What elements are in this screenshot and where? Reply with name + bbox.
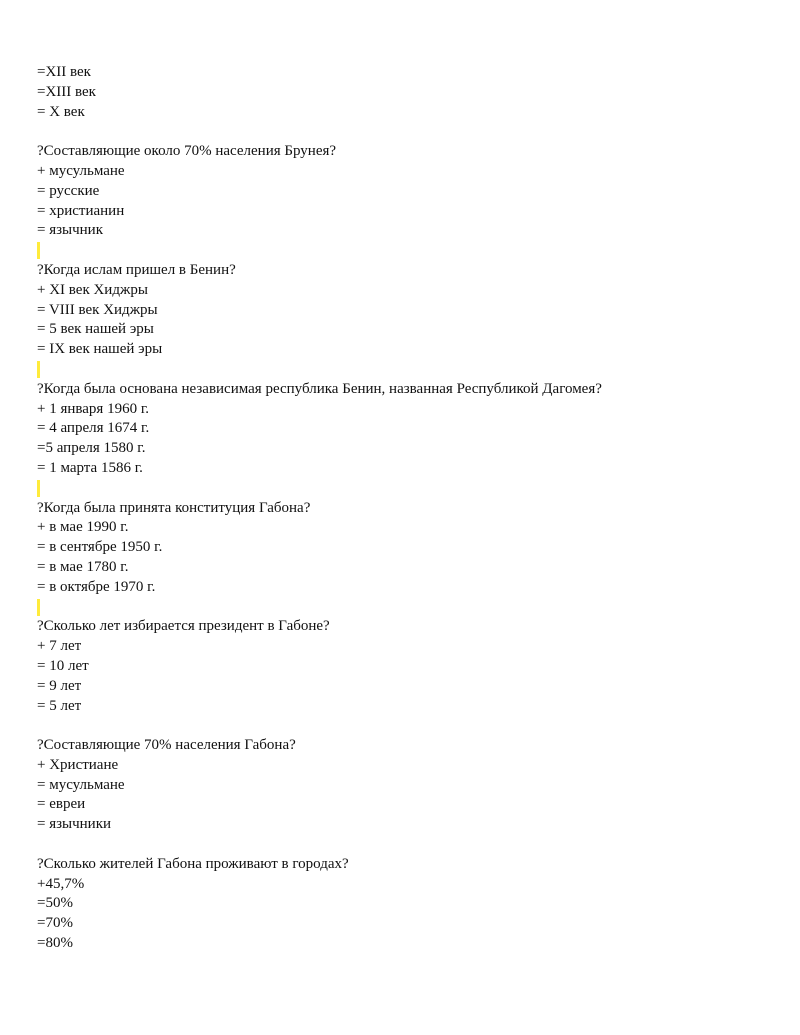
- highlight-marker: [37, 242, 40, 259]
- question-line: ?Когда была принята конституция Габона?: [37, 499, 311, 516]
- answer-option-line: = 1 марта 1586 г.: [37, 459, 143, 476]
- highlight-marker: [37, 361, 40, 378]
- question-line: ?Сколько жителей Габона проживают в городах?: [37, 855, 349, 872]
- correct-answer-line: + 7 лет: [37, 638, 82, 655]
- answer-option-line: = язычники: [37, 816, 112, 833]
- answer-option-line: =XIII век: [37, 83, 96, 100]
- answer-option-line: = русские: [37, 182, 100, 199]
- question-line: ?Когда была основана независимая республика Бенин, названная Республикой Дагомея?: [37, 380, 602, 397]
- document-text-body: [37, 63, 777, 954]
- highlight-marker: [37, 480, 40, 497]
- correct-answer-line: + мусульмане: [37, 162, 125, 179]
- question-line: ?Составляющие 70% населения Габона?: [37, 737, 296, 754]
- highlight-marker: [37, 599, 40, 616]
- answer-option-line: = христианин: [37, 202, 125, 219]
- answer-option-line: = в октябре 1970 г.: [37, 578, 156, 595]
- answer-option-line: = 10 лет: [37, 657, 89, 674]
- correct-answer-line: + XI век Хиджры: [37, 281, 148, 298]
- blank-line: [37, 716, 777, 736]
- answer-option-line: = в сентябре 1950 г.: [37, 539, 163, 556]
- answer-option-line: = язычник: [37, 222, 103, 239]
- answer-option-line: = 5 лет: [37, 697, 82, 714]
- correct-answer-line: +45,7%: [37, 875, 85, 892]
- answer-option-line: = 4 апреля 1674 г.: [37, 420, 150, 437]
- question-line: ?Когда ислам пришел в Бенин?: [37, 261, 236, 278]
- blank-line: [37, 835, 777, 855]
- answer-option-line: =70%: [37, 915, 73, 932]
- question-line: ?Составляющие около 70% населения Брунея?: [37, 143, 337, 160]
- answer-option-line: =5 апреля 1580 г.: [37, 440, 146, 457]
- answer-option-line: = X век: [37, 103, 85, 120]
- answer-option-line: = 5 век нашей эры: [37, 321, 154, 338]
- blank-line-highlighted: [37, 598, 777, 618]
- correct-answer-line: + Христиане: [37, 756, 119, 773]
- correct-answer-line: + в мае 1990 г.: [37, 519, 129, 536]
- correct-answer-line: + 1 января 1960 г.: [37, 400, 150, 417]
- answer-option-line: =80%: [37, 935, 73, 952]
- blank-line-highlighted: [37, 241, 777, 261]
- blank-line: [37, 122, 777, 142]
- answer-option-line: = 9 лет: [37, 677, 82, 694]
- answer-option-line: = IX век нашей эры: [37, 341, 163, 358]
- blank-line-highlighted: [37, 360, 777, 380]
- answer-option-line: = мусульмане: [37, 776, 125, 793]
- answer-option-line: =XII век: [37, 64, 91, 80]
- answer-option-line: = VIII век Хиджры: [37, 301, 158, 318]
- answer-option-line: = в мае 1780 г.: [37, 558, 129, 575]
- blank-line-highlighted: [37, 479, 777, 499]
- answer-option-line: = евреи: [37, 796, 86, 813]
- question-line: ?Сколько лет избирается президент в Габоне?: [37, 618, 330, 635]
- answer-option-line: =50%: [37, 895, 73, 912]
